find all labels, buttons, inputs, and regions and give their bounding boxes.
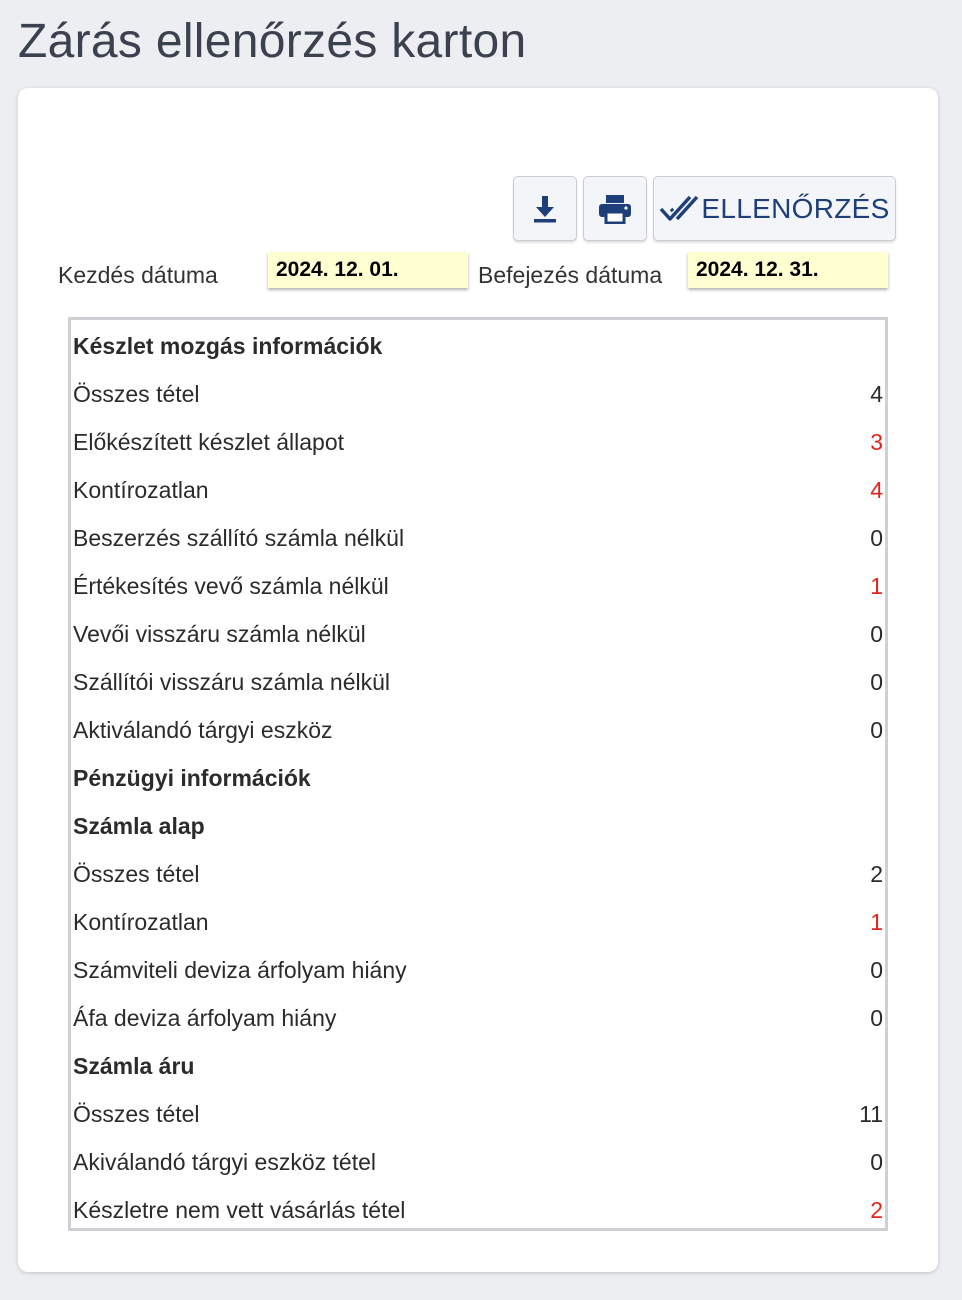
row-label: Számviteli deviza árfolyam hiány (73, 956, 407, 983)
section-heading-label: Számla áru (73, 1052, 195, 1079)
row-value: 0 (870, 1148, 883, 1175)
row-label: Aktiválandó tárgyi eszköz (73, 716, 333, 743)
row-value: 4 (870, 380, 883, 407)
section-heading (71, 802, 885, 850)
row-value: 0 (870, 1004, 883, 1031)
table-row (71, 946, 885, 994)
row-label: Előkészített készlet állapot (73, 428, 345, 455)
row-label: Összes tétel (73, 1100, 200, 1127)
row-value: 11 (859, 1100, 883, 1127)
section-heading-label: Számla alap (73, 812, 205, 839)
section-heading-label: Készlet mozgás információk (73, 332, 383, 359)
start-date-label: Kezdés dátuma (58, 262, 218, 288)
table-row (71, 466, 885, 514)
row-label: Kontírozatlan (73, 476, 209, 503)
row-label: Áfa deviza árfolyam hiány (73, 1004, 337, 1031)
row-value: 0 (870, 524, 883, 551)
print-button[interactable] (583, 176, 647, 241)
table-row (71, 898, 885, 946)
row-label: Összes tétel (73, 380, 200, 407)
row-label: Vevői visszáru számla nélkül (73, 620, 366, 647)
row-value: 3 (870, 428, 883, 455)
table-row (71, 562, 885, 610)
table-row (71, 1186, 885, 1234)
table-row (71, 514, 885, 562)
row-label: Összes tétel (73, 860, 200, 887)
row-value: 1 (870, 572, 883, 599)
table-row (71, 706, 885, 754)
table-row (71, 610, 885, 658)
row-label: Készletre nem vett vásárlás tétel (73, 1196, 406, 1223)
section-heading (71, 1042, 885, 1090)
section-heading (71, 754, 885, 802)
check-summary-table (68, 317, 888, 1231)
row-value: 0 (870, 620, 883, 647)
row-value: 1 (870, 908, 883, 935)
table-row (71, 418, 885, 466)
date-range (58, 252, 898, 292)
download-button[interactable] (513, 176, 577, 241)
table-row (71, 370, 885, 418)
row-label: Akiválandó tárgyi eszköz tétel (73, 1148, 376, 1175)
table-row (71, 994, 885, 1042)
closing-check-card (18, 88, 938, 1272)
end-date-label: Befejezés dátuma (478, 262, 663, 288)
section-heading-label: Pénzügyi információk (73, 764, 311, 791)
toolbar (513, 176, 896, 241)
row-value: 2 (870, 860, 883, 887)
row-value: 0 (870, 956, 883, 983)
double-check-icon (659, 194, 699, 224)
table-row (71, 658, 885, 706)
download-icon (532, 194, 558, 224)
row-label: Szállítói visszáru számla nélkül (73, 668, 391, 695)
check-button[interactable] (653, 176, 896, 241)
row-label: Kontírozatlan (73, 908, 209, 935)
start-date-input[interactable]: 2024. 12. 01. (268, 252, 468, 288)
row-value: 0 (870, 716, 883, 743)
page-title: Zárás ellenőrzés karton (18, 15, 527, 68)
row-value: 2 (870, 1196, 883, 1223)
table-row (71, 850, 885, 898)
table-row (71, 1090, 885, 1138)
row-label: Értékesítés vevő számla nélkül (73, 572, 389, 599)
section-heading (71, 322, 885, 370)
print-icon (598, 194, 632, 224)
end-date-input[interactable]: 2024. 12. 31. (688, 252, 888, 288)
row-value: 0 (870, 668, 883, 695)
table-row (71, 1138, 885, 1186)
row-value: 4 (870, 476, 883, 503)
check-button-label: ELLENŐRZÉS (701, 192, 890, 224)
row-label: Beszerzés szállító számla nélkül (73, 524, 405, 551)
